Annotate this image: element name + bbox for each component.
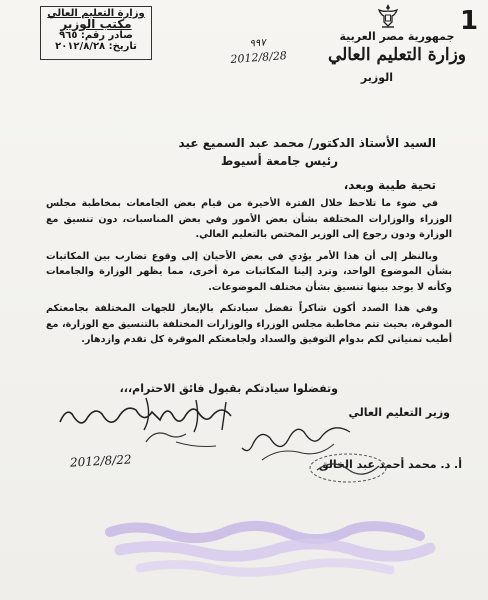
office-stamp: [40, 6, 152, 60]
handwritten-ref-date: 2012/8/28: [230, 49, 288, 66]
redaction-scribble: [100, 512, 440, 582]
body-paragraph-3: وفي هذا الصدد أكون شاكراً تفضل سيادتكم بالإيعاز للجهات المختلفة بجامعتكم الموقرة، بحيث تتم مخاطبة مجلس الوزراء والوزارات المختلفة بالتنسيق مع الوزارة، مع أطيب تمنياتي لكم بدوام التوفيق والسداد ولجامعتكم الموقرة كل تقدم وازدهار.: [46, 303, 452, 345]
stamp-date: تاريخ: ٢٠١٢/٨/٢٨: [55, 41, 137, 52]
signatory-title: وزير التعليم العالي: [348, 406, 450, 419]
page-number: 1: [460, 6, 479, 36]
closing-line: وتفضلوا سيادتكم بقبول فائق الاحترام،،،: [119, 382, 338, 395]
ministry-name: وزارة التعليم العالي: [327, 45, 466, 65]
handwritten-note: [26, 390, 236, 490]
signature-flourish: [303, 448, 393, 488]
minister-title: الوزير: [360, 71, 394, 84]
stamp-ministry: وزارة التعليم العالي: [47, 8, 145, 19]
body-paragraph-1: في ضوء ما تلاحظ خلال الفترة الأخيرة من قيام بعض الجامعات بمخاطبة مجلس الوزراء والوزارات المختلفة بشأن بعض الأمور وفي بعض المناسبات، دون تنسيق مع الوزارة ودون رجوع إلى الوزير المختص بالتعليم العالي.: [46, 198, 452, 240]
addressee-role: رئيس جامعة أسيوط: [220, 154, 338, 168]
handwritten-ref-number: ٩٩٧: [249, 37, 267, 50]
greeting: تحية طيبة وبعد،: [343, 178, 436, 192]
stamp-number: صادر رقم: ٩٦٥: [59, 30, 133, 41]
handwritten-date: 2012/8/22: [69, 452, 132, 470]
handwritten-reference: [229, 36, 287, 66]
stamp-office: مكتب الوزير: [60, 17, 132, 31]
eagle-crest-icon: [376, 2, 400, 30]
republic-name: جمهورية مصر العربية: [339, 30, 455, 43]
ministry-header: [328, 30, 466, 84]
body-paragraph-2: وبالنظر إلى أن هذا الأمر يؤدي في بعض الأحيان إلى وقوع تضارب بين المكاتبات بشأن الموضوع الواحد، وترد إلينا المكاتبات مرة أخرى، مما يظهر الوزارة والجامعات وكأنه لا يوجد بينها تنسيق بشأن مختلف الموضوعات.: [46, 250, 452, 293]
letter-body: [46, 196, 452, 354]
signatory-name: أ. د. محمد أحمد عبد الخالق: [318, 458, 462, 471]
addressee-name: السيد الأستاذ الدكتور/ محمد عبد السميع عيد: [178, 136, 436, 150]
